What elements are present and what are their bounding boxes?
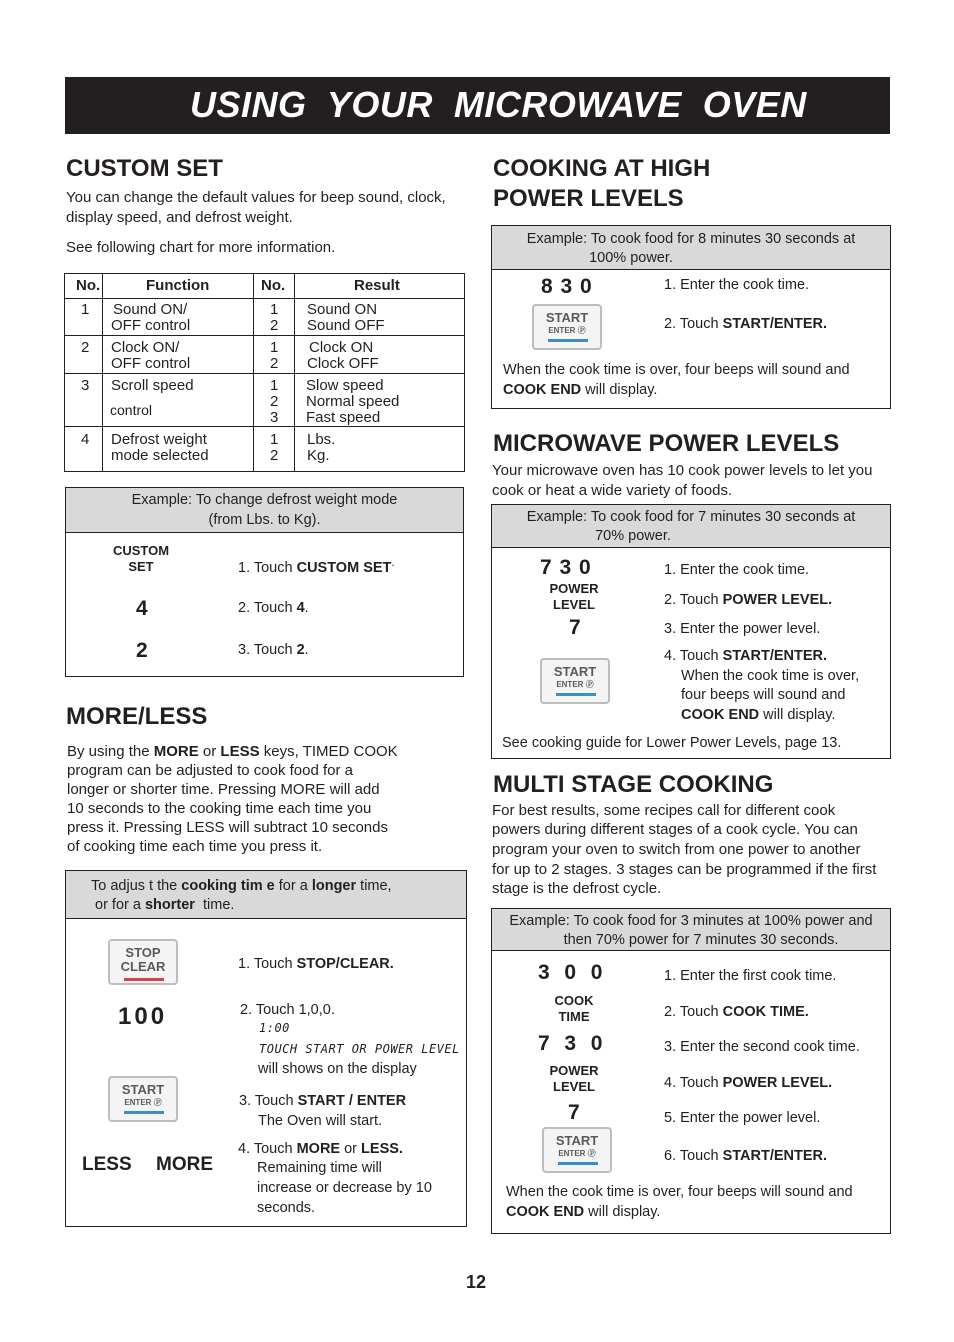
table-row-3-num-3: 3 bbox=[270, 409, 279, 426]
start-key-label: START bbox=[545, 310, 589, 325]
table-row-4-func-2: mode selected bbox=[111, 447, 209, 464]
more-less-step-4-l2: Remaining time will bbox=[257, 1160, 382, 1176]
more-less-step-4: 4. Touch MORE or LESS. bbox=[238, 1141, 403, 1157]
power-levels-ex-2: 70% power. bbox=[595, 528, 671, 544]
multi-intro-5: stage is the defrost cycle. bbox=[492, 880, 662, 897]
multi-digits-2: 7 3 0 bbox=[538, 1032, 604, 1055]
table-row-1-func-1: Sound ON/ bbox=[113, 301, 188, 318]
table-row-4-num-2: 2 bbox=[270, 447, 279, 464]
table-row-3-func-1: Scroll speed bbox=[111, 377, 194, 394]
multi-stage-example-box bbox=[491, 908, 891, 1234]
stop-key-bar bbox=[124, 978, 164, 981]
multi-stage-heading: MULTI STAGE COOKING bbox=[493, 771, 774, 798]
multi-note-1: When the cook time is over, four beeps will sound and bbox=[506, 1184, 853, 1200]
table-row-1-no: 1 bbox=[81, 301, 90, 318]
power-levels-intro-1: Your microwave oven has 10 cook power levels to let you bbox=[492, 462, 873, 479]
power-levels-heading: MICROWAVE POWER LEVELS bbox=[493, 430, 840, 457]
custom-set-intro-1: You can change the default values for beep sound, clock, bbox=[66, 189, 446, 206]
table-row-4-result-2: Kg. bbox=[307, 447, 330, 464]
power-levels-footer: See cooking guide for Lower Power Levels, page 13. bbox=[502, 735, 842, 751]
start-key-bar bbox=[124, 1111, 164, 1114]
table-row-2-func-2: OFF control bbox=[111, 355, 191, 372]
table-row-1-result-1: Sound ON bbox=[307, 301, 378, 318]
power-level-key[interactable] bbox=[529, 1063, 619, 1095]
multi-ex-2: then 70% power for 7 minutes 30 seconds. bbox=[563, 932, 839, 948]
more-less-example-line-1: To adjus t the cooking tim e for a longer time, bbox=[91, 878, 392, 894]
start-enter-key[interactable] bbox=[532, 304, 602, 350]
table-row-2-num-1: 1 bbox=[270, 339, 279, 356]
less-key[interactable]: LESS bbox=[82, 1154, 132, 1175]
table-row-3-result-3: Fast speed bbox=[306, 409, 381, 426]
custom-set-intro-3: See following chart for more information. bbox=[66, 239, 336, 256]
multi-intro-3: program your oven to switch from one power to another bbox=[492, 841, 861, 858]
table-row-4-num-1: 1 bbox=[270, 431, 279, 448]
power-step-4-l4: COOK END will display. bbox=[681, 707, 836, 723]
cook-key-line-2: TIME bbox=[558, 1009, 590, 1024]
table-row-3-num-1: 1 bbox=[270, 377, 279, 394]
power-level-digit: 7 bbox=[569, 616, 582, 639]
start-enter-key[interactable] bbox=[542, 1127, 612, 1173]
high-power-step-1: 1. Enter the cook time. bbox=[664, 277, 810, 293]
high-power-ex-2: 100% power. bbox=[589, 250, 673, 266]
multi-ex-1: Example: To cook food for 3 minutes at 100% power and bbox=[509, 913, 873, 929]
start-key-label: START bbox=[553, 664, 597, 679]
multi-level-digit: 7 bbox=[568, 1101, 581, 1124]
table-row-1-result-2: Sound OFF bbox=[307, 317, 385, 334]
multi-note-2: COOK END will display. bbox=[506, 1204, 661, 1220]
more-less-step-3-l2: The Oven will start. bbox=[258, 1113, 383, 1129]
high-power-digits: 8 3 0 bbox=[541, 275, 593, 298]
page-title: USING YOUR MICROWAVE OVEN bbox=[190, 84, 807, 125]
custom-set-key-line-1: CUSTOM bbox=[112, 543, 170, 558]
start-key-bar bbox=[556, 693, 596, 696]
more-less-para-2: program can be adjusted to cook food for a bbox=[67, 762, 354, 779]
high-power-note-1: When the cook time is over, four beeps will sound and bbox=[503, 362, 850, 378]
more-less-step-4-l4: seconds. bbox=[257, 1200, 316, 1216]
power-step-1: 1. Enter the cook time. bbox=[664, 562, 810, 578]
power-step-4-l2: When the cook time is over, bbox=[681, 668, 860, 684]
custom-set-example-box bbox=[65, 487, 464, 677]
more-less-para-5: press it. Pressing LESS will subtract 10 seconds bbox=[67, 819, 388, 836]
lock-icon: Ⓟ bbox=[587, 1149, 596, 1158]
table-row-4-no: 4 bbox=[81, 431, 90, 448]
table-row-1-func-2: OFF control bbox=[111, 317, 191, 334]
multi-intro-2: powers during different stages of a cook cycle. You can bbox=[492, 821, 858, 838]
high-power-example-box bbox=[491, 225, 891, 409]
multi-step-2: 2. Touch COOK TIME. bbox=[664, 1004, 809, 1020]
multi-step-1: 1. Enter the first cook time. bbox=[664, 968, 837, 984]
table-row-2-result-1: Clock ON bbox=[309, 339, 374, 356]
table-row-3-result-1: Slow speed bbox=[306, 377, 384, 394]
power-step-3: 3. Enter the power level. bbox=[664, 621, 821, 637]
start-key-label: START bbox=[121, 1082, 165, 1097]
enter-key-label: ENTER Ⓟ bbox=[556, 680, 594, 689]
digit-key-4: 4 bbox=[136, 597, 148, 620]
table-header-result: Result bbox=[354, 277, 400, 294]
high-power-step-2: 2. Touch START/ENTER. bbox=[664, 316, 828, 332]
high-power-heading-1: COOKING AT HIGH bbox=[493, 155, 711, 182]
page-number: 12 bbox=[466, 1272, 487, 1292]
start-enter-key[interactable] bbox=[108, 1076, 178, 1122]
custom-step-2: 2. Touch 4. bbox=[238, 600, 309, 616]
power-step-4: 4. Touch START/ENTER. bbox=[664, 648, 828, 664]
table-row-2-no: 2 bbox=[81, 339, 90, 356]
example-line-1: Example: To change defrost weight mode bbox=[131, 492, 398, 508]
lcd-message: TOUCH START OR POWER LEVEL bbox=[259, 1042, 460, 1056]
more-key[interactable]: MORE bbox=[156, 1154, 213, 1175]
enter-key-label: ENTER Ⓟ bbox=[558, 1149, 596, 1158]
high-power-ex-1: Example: To cook food for 8 minutes 30 seconds at bbox=[526, 231, 856, 247]
more-less-step-1: 1. Touch STOP/CLEAR. bbox=[238, 956, 394, 972]
multi-step-4: 4. Touch POWER LEVEL. bbox=[664, 1075, 833, 1091]
enter-key-label: ENTER Ⓟ bbox=[548, 326, 586, 335]
multi-digits-1: 3 0 0 bbox=[538, 961, 604, 984]
digits-100: 100 bbox=[118, 1003, 168, 1030]
power-levels-example-box bbox=[491, 504, 891, 759]
more-less-step-2-tail: will shows on the display bbox=[258, 1061, 417, 1077]
lock-icon: Ⓟ bbox=[153, 1098, 162, 1107]
table-header-no: No. bbox=[76, 277, 101, 294]
table-header-function: Function bbox=[146, 277, 210, 294]
more-less-step-4-l3: increase or decrease by 10 bbox=[257, 1180, 432, 1196]
table-row-4-result-1: Lbs. bbox=[307, 431, 336, 448]
table-row-2-num-2: 2 bbox=[270, 355, 279, 372]
start-key-bar bbox=[558, 1162, 598, 1165]
more-less-para-6: of cooking time each time you press it. bbox=[67, 838, 323, 855]
power-levels-ex-1: Example: To cook food for 7 minutes 30 seconds at bbox=[526, 509, 856, 525]
custom-set-key bbox=[96, 543, 186, 575]
power-levels-intro-2: cook or heat a wide variety of foods. bbox=[492, 482, 733, 499]
more-less-para-1: By using the MORE or LESS keys, TIMED COOK bbox=[67, 743, 398, 760]
stop-clear-key[interactable] bbox=[108, 939, 178, 985]
power-key-line-1: POWER bbox=[549, 1063, 599, 1078]
cook-time-key[interactable] bbox=[529, 993, 619, 1025]
custom-set-intro-2: display speed, and defrost weight. bbox=[66, 209, 293, 226]
power-key-line-2: LEVEL bbox=[553, 597, 595, 612]
lcd-time: 1:00 bbox=[259, 1021, 290, 1035]
multi-step-3: 3. Enter the second cook time. bbox=[664, 1039, 860, 1055]
more-less-para-4: 10 seconds to the cooking time each time you bbox=[67, 800, 372, 817]
stop-key-label: STOP bbox=[125, 945, 161, 960]
lock-icon: Ⓟ bbox=[577, 326, 586, 335]
digit-key-2: 2 bbox=[136, 639, 148, 662]
custom-step-1: 1. Touch CUSTOM SET. bbox=[238, 555, 395, 576]
more-less-step-3: 3. Touch START / ENTER bbox=[239, 1093, 407, 1109]
more-less-example-box bbox=[65, 870, 467, 1227]
example-line-2: (from Lbs. to Kg). bbox=[208, 512, 321, 528]
multi-intro-1: For best results, some recipes call for different cook bbox=[492, 802, 836, 819]
table-row-1-num-1: 1 bbox=[270, 301, 279, 318]
custom-step-3: 3. Touch 2. bbox=[238, 642, 309, 658]
table-row-1-num-2: 2 bbox=[270, 317, 279, 334]
table-row-3-num-2: 2 bbox=[270, 393, 279, 410]
table-row-3-func-2: control bbox=[110, 402, 153, 418]
start-key-bar bbox=[548, 339, 588, 342]
lock-icon: Ⓟ bbox=[585, 680, 594, 689]
more-less-step-2: 2. Touch 1,0,0. bbox=[240, 1002, 335, 1018]
multi-step-6: 6. Touch START/ENTER. bbox=[664, 1148, 828, 1164]
power-key-line-1: POWER bbox=[549, 581, 599, 596]
more-less-heading: MORE/LESS bbox=[66, 703, 208, 730]
custom-set-table bbox=[64, 273, 465, 472]
multi-intro-4: for up to 2 stages. 3 stages can be programmed if the first bbox=[492, 861, 877, 878]
multi-step-5: 5. Enter the power level. bbox=[664, 1110, 821, 1126]
table-row-3-result-2: Normal speed bbox=[306, 393, 400, 410]
more-less-para-3: longer or shorter time. Pressing MORE will add bbox=[67, 781, 380, 798]
power-key-line-2: LEVEL bbox=[553, 1079, 595, 1094]
start-enter-key[interactable] bbox=[540, 658, 610, 704]
enter-key-label: ENTER Ⓟ bbox=[124, 1098, 162, 1107]
power-step-2: 2. Touch POWER LEVEL. bbox=[664, 592, 833, 608]
table-row-4-func-1: Defrost weight bbox=[111, 431, 207, 448]
cook-key-line-1: COOK bbox=[554, 993, 594, 1008]
table-row-2-func-1: Clock ON/ bbox=[111, 339, 180, 356]
table-row-3-no: 3 bbox=[81, 377, 90, 394]
clear-key-label: CLEAR bbox=[120, 959, 166, 974]
power-levels-digits: 7 3 0 bbox=[540, 556, 592, 579]
high-power-heading-2: POWER LEVELS bbox=[493, 185, 684, 212]
start-key-label: START bbox=[555, 1133, 599, 1148]
high-power-note-2: COOK END will display. bbox=[503, 382, 658, 398]
table-header-no-2: No. bbox=[261, 277, 286, 294]
custom-set-key-line-2: SET bbox=[128, 559, 154, 574]
custom-set-heading: CUSTOM SET bbox=[66, 155, 223, 182]
more-less-example-line-2: or for a shorter time. bbox=[95, 897, 235, 913]
power-level-key[interactable] bbox=[529, 581, 619, 613]
table-row-2-result-2: Clock OFF bbox=[307, 355, 379, 372]
power-step-4-l3: four beeps will sound and bbox=[681, 687, 846, 703]
